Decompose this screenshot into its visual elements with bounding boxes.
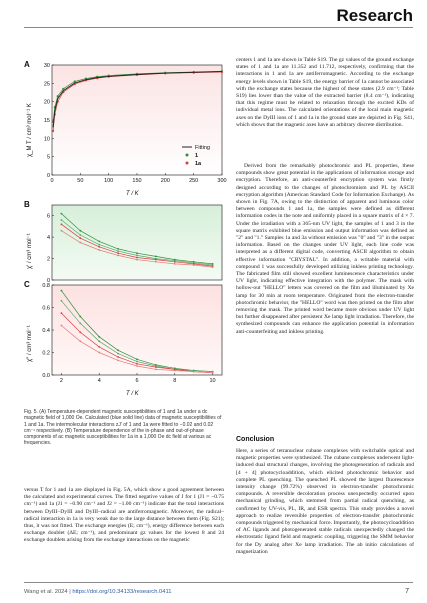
panel-a-xtick-label: 50	[77, 178, 84, 184]
panel-a-data-point	[74, 80, 76, 82]
legend-1a-marker	[186, 162, 189, 165]
panel-a-xtick-label: 150	[132, 178, 142, 184]
footer-rule	[24, 582, 413, 583]
panel-b-ylabel: χ′ / cm³ mol⁻¹	[27, 233, 33, 269]
panel-c-ytick-label: 0.4	[42, 328, 50, 334]
panel-b-data-point	[98, 249, 100, 251]
panel-c-data-point	[155, 369, 157, 371]
panel-b-data-point	[136, 259, 138, 261]
panel-c-data-point	[98, 346, 100, 348]
panel-c-ylabel: χ″ / cm³ mol⁻¹	[27, 325, 33, 362]
panel-b-ytick-label: 4	[46, 235, 50, 242]
panel-b-data-point	[61, 219, 63, 221]
panel-a-xtick-label: 300	[217, 178, 227, 184]
panel-c-data-point	[79, 331, 81, 333]
panel-c-data-point	[61, 325, 63, 327]
panel-b-data-point	[174, 263, 176, 265]
panel-b-data-point	[98, 246, 100, 248]
panel-c-data-point	[98, 340, 100, 342]
panel-c-data-point	[117, 349, 119, 351]
panel-a-ytick-label: 0	[46, 173, 50, 179]
header-rule	[24, 27, 413, 28]
panel-c-label: C	[24, 280, 30, 289]
panel-b-data-point	[79, 237, 81, 239]
panel-c-data-point	[61, 290, 63, 292]
panel-c-ytick-label: 0.8	[42, 283, 50, 289]
panel-b-ytick-label: 6	[46, 213, 50, 220]
panel-a-ytick-label: 20	[43, 99, 50, 106]
panel-c-data-point	[136, 361, 138, 363]
panel-b-data-point	[136, 255, 138, 257]
panel-c-xtick-label: 4	[97, 378, 101, 384]
panel-c-data-point	[155, 366, 157, 368]
panel-a-xtick-label: 200	[160, 178, 170, 184]
panel-c-xtick-label: 8	[173, 378, 177, 384]
panel-b-plot-area	[52, 205, 222, 280]
panel-b-data-point	[117, 250, 119, 252]
panel-b-data-point	[193, 264, 195, 266]
panel-a-ytick-label: 15	[43, 118, 50, 124]
panel-c-xlabel: T / K	[126, 391, 139, 397]
panel-a-label: A	[24, 60, 30, 69]
panel-b-data-point	[117, 248, 119, 250]
footer-authors: Wang et al. 2024 |	[24, 589, 73, 595]
panel-a-ytick-label: 30	[43, 63, 50, 69]
panel-c-xtick-label: 10	[209, 378, 216, 384]
panel-c-data-point	[136, 358, 138, 360]
panel-a-data-point	[62, 88, 64, 90]
panel-a-ylabel: χ_M T / cm³ mol⁻¹ K	[27, 103, 33, 157]
panel-c-data-point	[193, 371, 195, 373]
legend-1-label: 1	[195, 153, 199, 159]
figure-caption: Fig. 5. (A) Temperature-dependent magnetic susceptibilities of 1 and 1a under a dc magnetic field of 1,000 Oe. Calculated (blue solid line) data of magnetic susceptibilities of 1 and 1a. The intermolecular interactions zJ′ of 1 and 1a were fitted to −0.02 and 0.02 cm⁻¹ respectively. (B) Temperature dependence of the in-phase and out-of-phase components of ac magnetic susceptibilities for 1a in a 1,000 Oe dc field at various ac frequencies.	[24, 409, 222, 447]
panel-c-data-point	[79, 340, 81, 342]
panel-b-data-point	[98, 244, 100, 246]
panel-b-data-point	[212, 266, 214, 268]
panel-b-label: B	[24, 200, 30, 209]
legend-fitting-label: Fitting	[195, 145, 210, 151]
panel-c-data-point	[174, 370, 176, 372]
legend-1-marker	[186, 154, 189, 157]
panel-a-ytick-label: 25	[43, 81, 50, 88]
footer-citation	[24, 589, 172, 595]
panel-c-data-point	[136, 363, 138, 365]
panel-b-data-point	[61, 223, 63, 225]
panel-c-ytick-label: 0.2	[42, 350, 50, 357]
panel-a-ytick-label: 5	[46, 154, 50, 161]
panel-b-data-point	[79, 234, 81, 236]
panel-c-data-point	[117, 353, 119, 355]
panel-b-ytick-label: 2	[46, 256, 50, 263]
panel-c-data-point	[61, 300, 63, 302]
panel-c-data-point	[98, 336, 100, 338]
right-body-text-1: centers 1 and 1a are shown in Table S19. The gz values of the ground exchange states of 1 and 1a are 11.352 and 11.712, respectively, confirming that the interactions in 1 and 1a are antiferromagnetic. According to the exchange energy levels shown in Table S19, the energy barrier of 1a cannot be associated with the exchange states because the highest of these states (2.9 cm⁻¹; Table S19) lies lower than the value of the extracted barrier (8.4 cm⁻¹), indicating that this regime must be related to relaxation through the excited KDs of individual metal ions. The calculated orientations of the local main magnetic axes on the DyIII ions of 1 and 1a in the ground state are depicted in Fig. S41, which shows that the magnetic axes have an arbitrary discrete distribution.	[236, 57, 414, 128]
figure-5	[22, 57, 227, 407]
panel-b-data-point	[155, 259, 157, 261]
panel-a-xtick-label: 100	[104, 178, 114, 184]
panel-b-data-point	[136, 252, 138, 254]
panel-c-data-point	[136, 365, 138, 367]
panel-b-data-point	[61, 230, 63, 232]
panel-b-data-point	[155, 256, 157, 258]
panel-a-xtick-label: 250	[189, 178, 199, 184]
footer-doi-link[interactable]: https://doi.org/10.34133/research.0411	[72, 589, 172, 595]
panel-b-data-point	[136, 257, 138, 259]
panel-a-data-point	[52, 130, 54, 132]
panel-b-data-point	[117, 252, 119, 254]
panel-b-data-point	[174, 261, 176, 263]
panel-c-data-point	[117, 356, 119, 358]
panel-c-data-point	[61, 312, 63, 314]
panel-b-data-point	[79, 230, 81, 232]
panel-c-ytick-label: 0.6	[42, 305, 50, 312]
panel-c-ytick-label: 0.0	[42, 373, 50, 379]
conclusion-text: Here, a series of tetranuclear cubane complexes with switchable optical and magnetic properties were synthesized. The cubane complexes underwent light-induced dual structural changes, involving the photogeneration of radicals and [4 + 4] photocycloaddition, which elicited photochromic behavior and complete PL quenching. The quenched PL showed the largest fluorescence intensity change (99.72%) observed in electron-transfer photochromic compounds. A reversible decoloration process unexpectedly occurred upon mechanical grinding, which stemmed from partial radical quenching, as confirmed by UV-vis, PL, IR, and ESR spectra. This study provides a novel approach to realize reversible properties of electron-transfer photochromic compounds triggered by mechanical force. Importantly, the photocycloaddition of AC ligands and photogenerated stable radicals unexpectedly changed the electrostatic ligand field and magnetic coupling, triggering the SMM behavior for the Dy analog after Xe lamp irradiation. The ab initio calculations of magnetization	[236, 448, 414, 555]
panel-b-data-point	[117, 255, 119, 257]
panel-a-ytick-label: 10	[43, 136, 50, 143]
panel-b-data-point	[155, 261, 157, 263]
panel-c-xtick-label: 2	[59, 378, 63, 384]
panel-c-data-point	[79, 322, 81, 324]
panel-a-xtick-label: 0	[50, 178, 54, 184]
panel-a-xlabel: T / K	[126, 191, 139, 197]
conclusion-heading: Conclusion	[236, 436, 275, 443]
panel-b-data-point	[98, 241, 100, 243]
legend-1a-label: 1a	[195, 161, 202, 167]
panel-c-data-point	[117, 360, 119, 362]
panel-c-data-point	[98, 352, 100, 354]
panel-b-data-point	[79, 242, 81, 244]
panel-c-data-point	[212, 372, 214, 374]
journal-title: Research	[336, 6, 413, 25]
panel-c-xtick-label: 6	[135, 378, 139, 384]
panel-c-data-point	[79, 316, 81, 318]
panel-b-data-point	[61, 213, 63, 215]
panel-b-ytick-label: 0	[46, 278, 50, 284]
right-body-text-2: Derived from the remarkably photochromic and PL properties, these compounds show great potential in the applications of information storage and encryption. Therefore, an anti-counterfeit encryption system was firstly designed according to the changes of photochromism and PL by ASCII encryption algorithm (American Standard Code for Information Exchange). As shown in Fig. 7A, owing to the distinction of apparent and luminous color between compounds 1 and 1a, the samples were defined as different information codes in the note and uniformly placed in a square matrix of 4 × 7. Under the irradiation with a 365-nm UV light, the samples of 1 and 3 in the square matrix exhibited blue emission and output information was defined as "2" and "1." Samples 1a and 3a without emission was "0" and "3" in the output information. Based on the changes under UV light, each line code was interpreted as a different digital code, converting ASCII algorithm to obtain effective information "CRYSTAL". In addition, a writable material with compound 1 was successfully developed utilizing inkless printing technology. The fabricated film still showed excellent luminescence characteristics under UV light, indicating effective integration with the polymer. The mask with hollow-out "HELLO" letters was covered on the film and illuminated by Xe lamp for 30 min at room temperature. Originated from the electron-transfer photochromic behavior, the "HELLO" word was then printed on the film after removing the mask. The printed word became more obvious under UV light but further disappeared after persistent Xe lamp light irradiation. Therefore, the synthesized compounds can enhance the application potential in information anti-counterfeiting and inkless printing.	[236, 163, 414, 335]
page-number: 7	[405, 588, 409, 595]
left-body-text: versus T for 1 and 1a are displayed in Fig. 5A, which show a good agreement between the calculated and experimental curves. The fitted negative values of J for 1 (J1 = −0.75 cm⁻¹) and 1a (J1 = −0.90 cm⁻¹ and J2 = −1.00 cm⁻¹) indicate that the total interactions between DyIII–DyIII and DyIII–radical are antiferromagnetic. Moreover, the radical–radical interaction in 1a is very weak due to the large distance between them (Fig. S21); thus, it was not fitted. The exchange energies (E; cm⁻¹), energy difference between each exchange doublet (ΔE; cm⁻¹), and predominant gz values for the lowest 8 and 24 exchange doublets arising from the exchange interactions on the magnetic	[24, 487, 224, 544]
